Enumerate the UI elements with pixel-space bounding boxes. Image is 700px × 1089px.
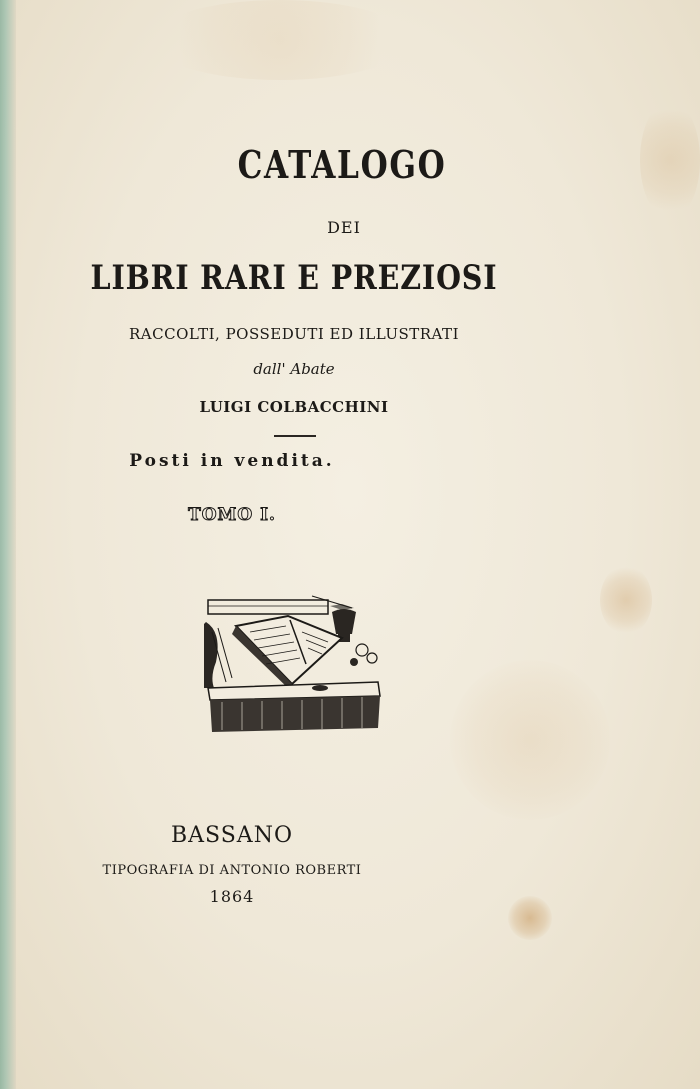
foxing-spot	[150, 0, 410, 80]
collected-line: RACCOLTI, POSSEDUTI ED ILLUSTRATI	[128, 325, 459, 343]
catalog-subtitle: LIBRI RARI E PREZIOSI	[90, 258, 498, 298]
author-name: LUIGI COLBACCHINI	[199, 398, 389, 416]
foxing-spot	[600, 565, 652, 635]
imprint-city: BASSANO	[171, 823, 293, 848]
foxing-spot	[450, 660, 610, 820]
divider-rule	[274, 435, 316, 437]
stained-left-edge	[0, 0, 16, 1089]
imprint-year: 1864	[209, 887, 255, 906]
open-book-on-desk-engraving-icon	[202, 592, 384, 734]
imprint-printer: TIPOGRAFIA DI ANTONIO ROBERTI	[102, 863, 362, 878]
by-line: dall' Abate	[253, 360, 335, 378]
volume-label: TOMO I.	[188, 505, 276, 525]
catalog-title: CATALOGO	[237, 142, 447, 187]
title-connector: DEI	[327, 218, 361, 237]
sale-note: Posti in vendita.	[129, 451, 335, 471]
foxing-spot	[640, 100, 700, 220]
